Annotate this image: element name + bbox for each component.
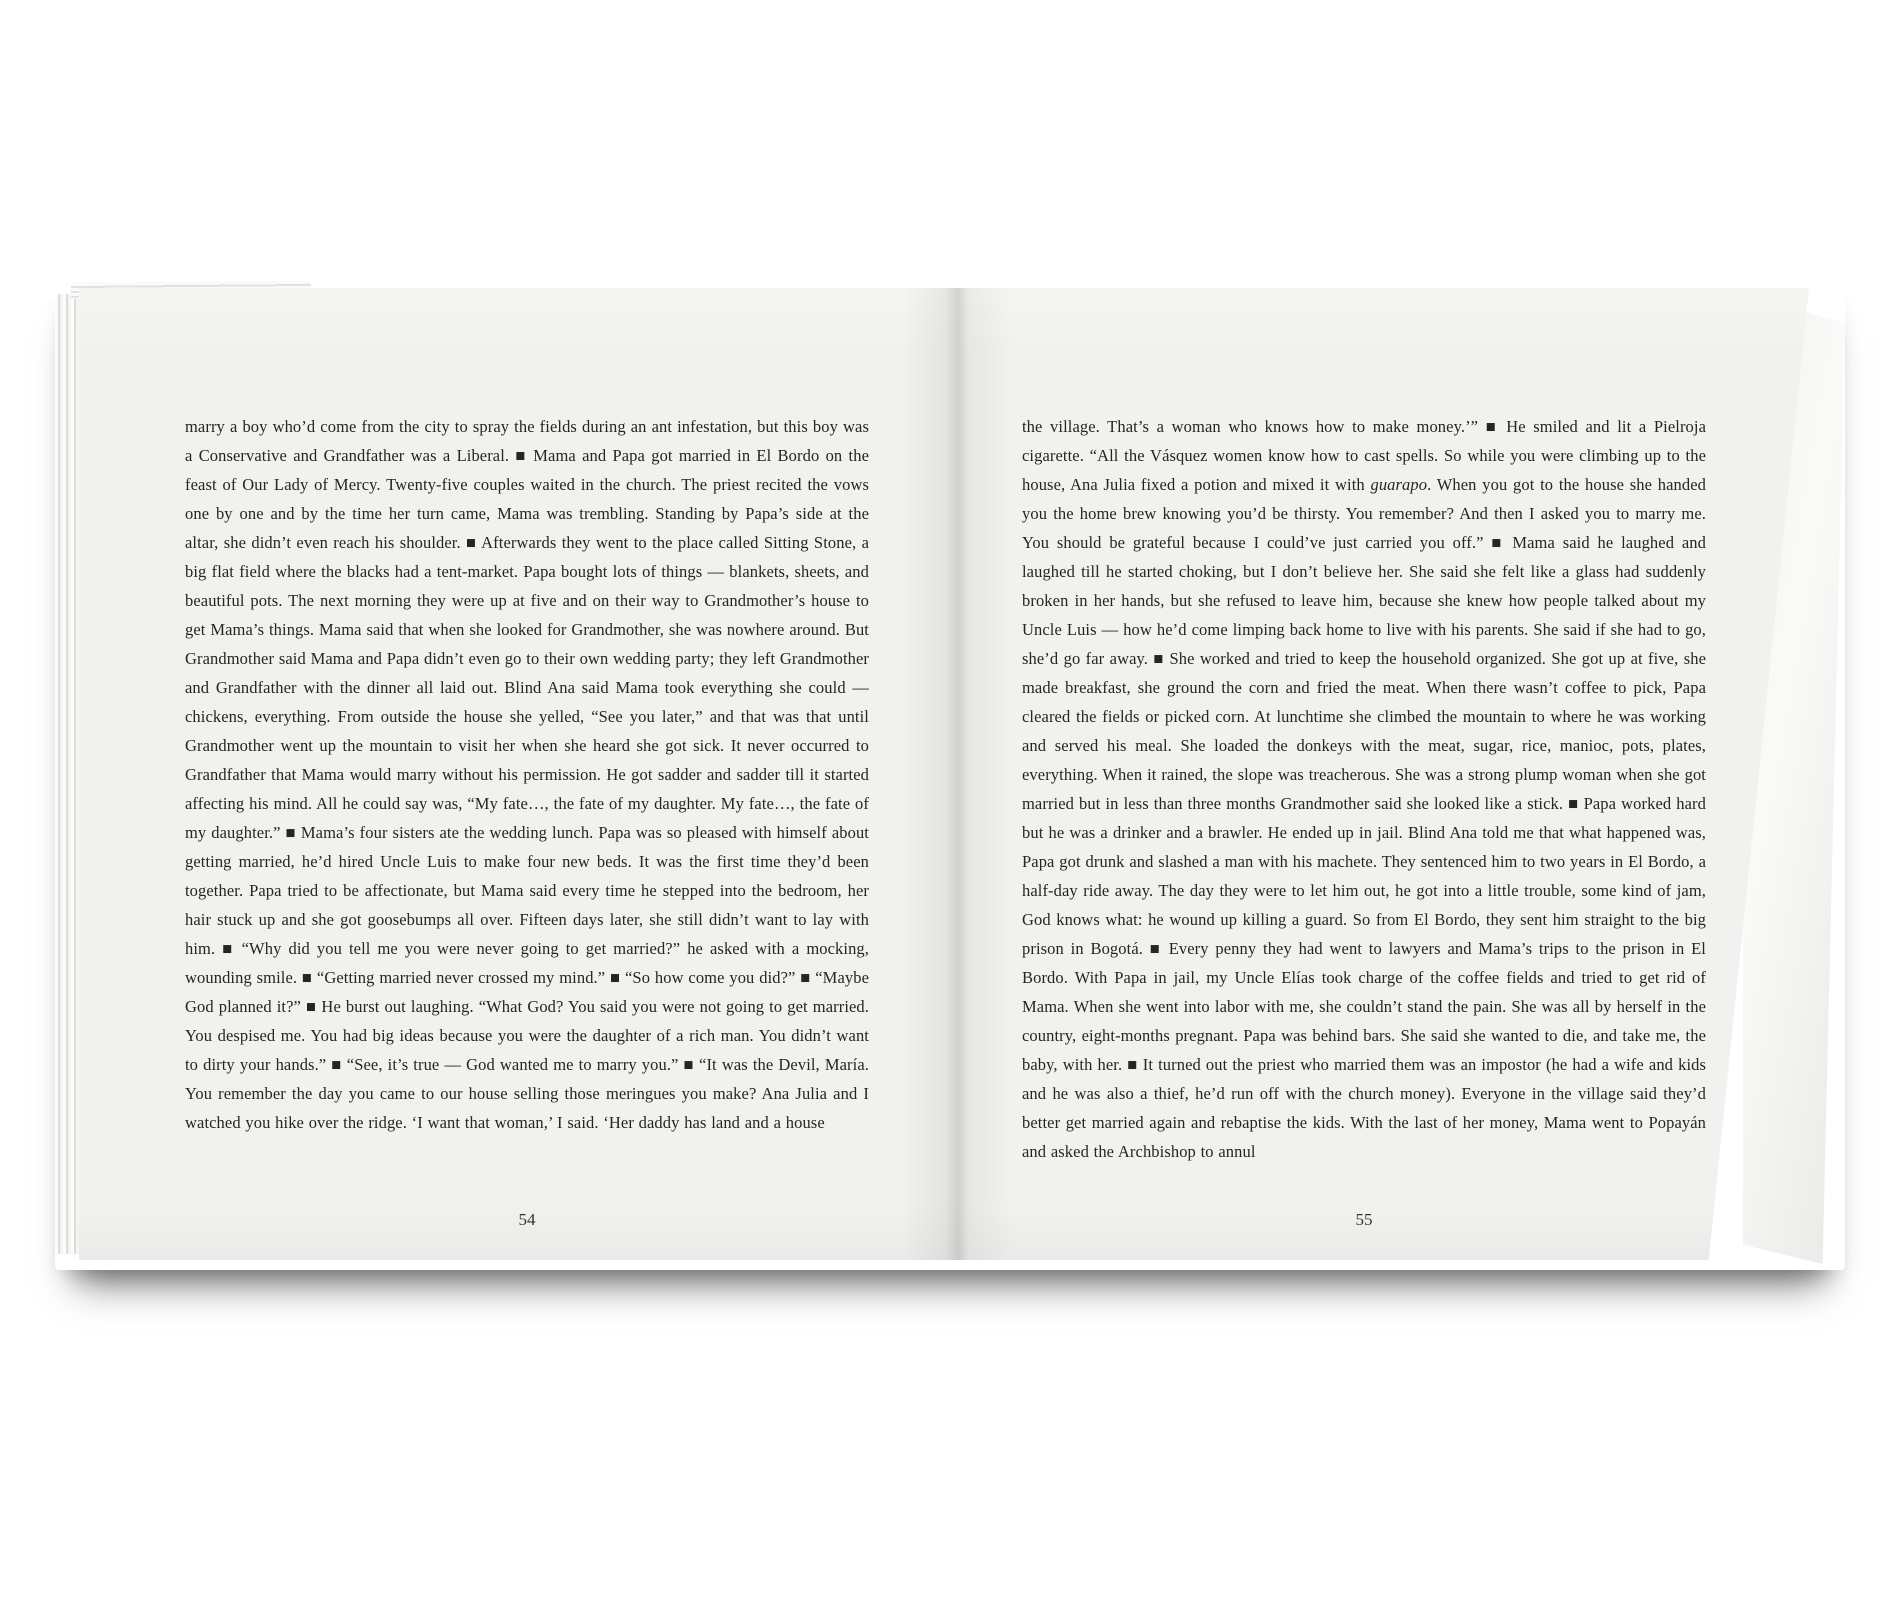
right-page-text: [1022, 412, 1706, 1166]
right-page-text-after-italic: . When you got to the house she handed you the home brew knowing you’d be thirsty. You remember? And then I asked you to marry me. You should be grateful because I could’ve just carried you off.” ■ Mama said he laughed and laughed till he started choking, but I don’t believe her. She said she felt like a glass had suddenly broken in her hands, but she refused to leave him, because she knew how people talked about my Uncle Luis — how he’d come limping back home to live with his parents. She said if she had to go, she’d go far away. ■ She worked and tried to keep the household organized. She got up at five, she made breakfast, she ground the corn and fried the meat. When there wasn’t coffee to pick, Papa cleared the fields or picked corn. At lunchtime she climbed the mountain to where he was working and served his meal. She loaded the donkeys with the meat, sugar, rice, manioc, pots, plates, everything. When it rained, the slope was treacherous. She was a strong plump woman when she got married but in less than three months Grandmother said she looked like a stick. ■ Papa worked hard but he was a drinker and a brawler. He ended up in jail. Blind Ana told me that what happened was, Papa got drunk and slashed a man with his machete. They sentenced him to two years in El Bordo, a half-day ride away. The day they were to let him out, he got into a little trouble, some kind of jam, God knows what: he wound up killing a guard. So from El Bordo, they sent him straight to the big prison in Bogotá. ■ Every penny they had went to lawyers and Mama’s trips to the prison in El Bordo. With Papa in jail, my Uncle Elías took charge of the coffee fields and tried to get rid of Mama. When she went into labor with me, she couldn’t stand the pain. She was all by herself in the country, eight-months pregnant. Papa was behind bars. She said she wanted to die, and take me, the baby, with her. ■ It turned out the priest who married them was an impostor (he had a wife and kids and he was also a thief, he’d run off with the church money). Everyone in the village said they’d better get married again and rebaptise the kids. With the last of her money, Mama went to Popayán and asked the Archbishop to annul: [1022, 475, 1706, 1161]
right-page-text-before-italic: the village. That’s a woman who knows how to make money.’” ■ He smiled and lit a Pielroja cigarette. “All the Vásquez women know how to cast spells. So while you were climbing up to the house, Ana Julia fixed a potion and mixed it with: [1022, 417, 1706, 494]
italic-word-guarapo: guarapo: [1370, 475, 1428, 494]
spine-gutter-shadow: [903, 288, 1013, 1260]
left-page-number: 54: [518, 1210, 536, 1229]
left-page-text: marry a boy who’d come from the city to spray the fields during an ant infestation, but this boy was a Conservative and Grandfather was a Liberal. ■ Mama and Papa got married in El Bordo on the feast of Our Lady of Mercy. Twenty-five couples waited in the church. The priest recited the vows one by one and by the time her turn came, Mama was trembling. Standing by Papa’s side at the altar, she didn’t even reach his shoulder. ■ Afterwards they went to the place called Sitting Stone, a big flat field where the blacks had a tent-market. Papa bought lots of things — blankets, sheets, and beautiful pots. The next morning they were up at five and on their way to Grandmother’s house to get Mama’s things. Mama said that when she looked for Grandmother, she was nowhere around. But Grandmother said Mama and Papa didn’t even go to their own wedding party; they left Grandmother and Grandfather with the dinner all laid out. Blind Ana said Mama took everything she could — chickens, everything. From outside the house she yelled, “See you later,” and that was that until Grandmother went up the mountain to visit her when she heard she got sick. It never occurred to Grandfather that Mama would marry without his permission. He got sadder and sadder till it started affecting his mind. All he could say was, “My fate…, the fate of my daughter. My fate…, the fate of my daughter.” ■ Mama’s four sisters ate the wedding lunch. Papa was so pleased with himself about getting married, he’d hired Uncle Luis to make four new beds. It was the first time they’d been together. Papa tried to be affectionate, but Mama said every time he stepped into the bedroom, her hair stuck up and she got goosebumps all over. Fifteen days later, she still didn’t want to lay with him. ■ “Why did you tell me you were never going to get married?” he asked with a mocking, wounding smile. ■ “Getting married never crossed my mind.” ■ “So how come you did?” ■ “Maybe God planned it?” ■ He burst out laughing. “What God? You said you were not going to get married. You despised me. You had big ideas because you were the daughter of a rich man. You didn’t want to dirty your hands.” ■ “See, it’s true — God wanted me to marry you.” ■ “It was the Devil, María. You remember the day you came to our house selling those meringues you make? Ana Julia and I watched you hike over the ridge. ‘I want that woman,’ I said. ‘Her daddy has land and a house: [185, 417, 869, 1132]
left-page-stack-edge: [55, 294, 81, 1254]
right-page-number: 55: [1355, 1210, 1373, 1229]
open-book-spread: [55, 278, 1845, 1270]
